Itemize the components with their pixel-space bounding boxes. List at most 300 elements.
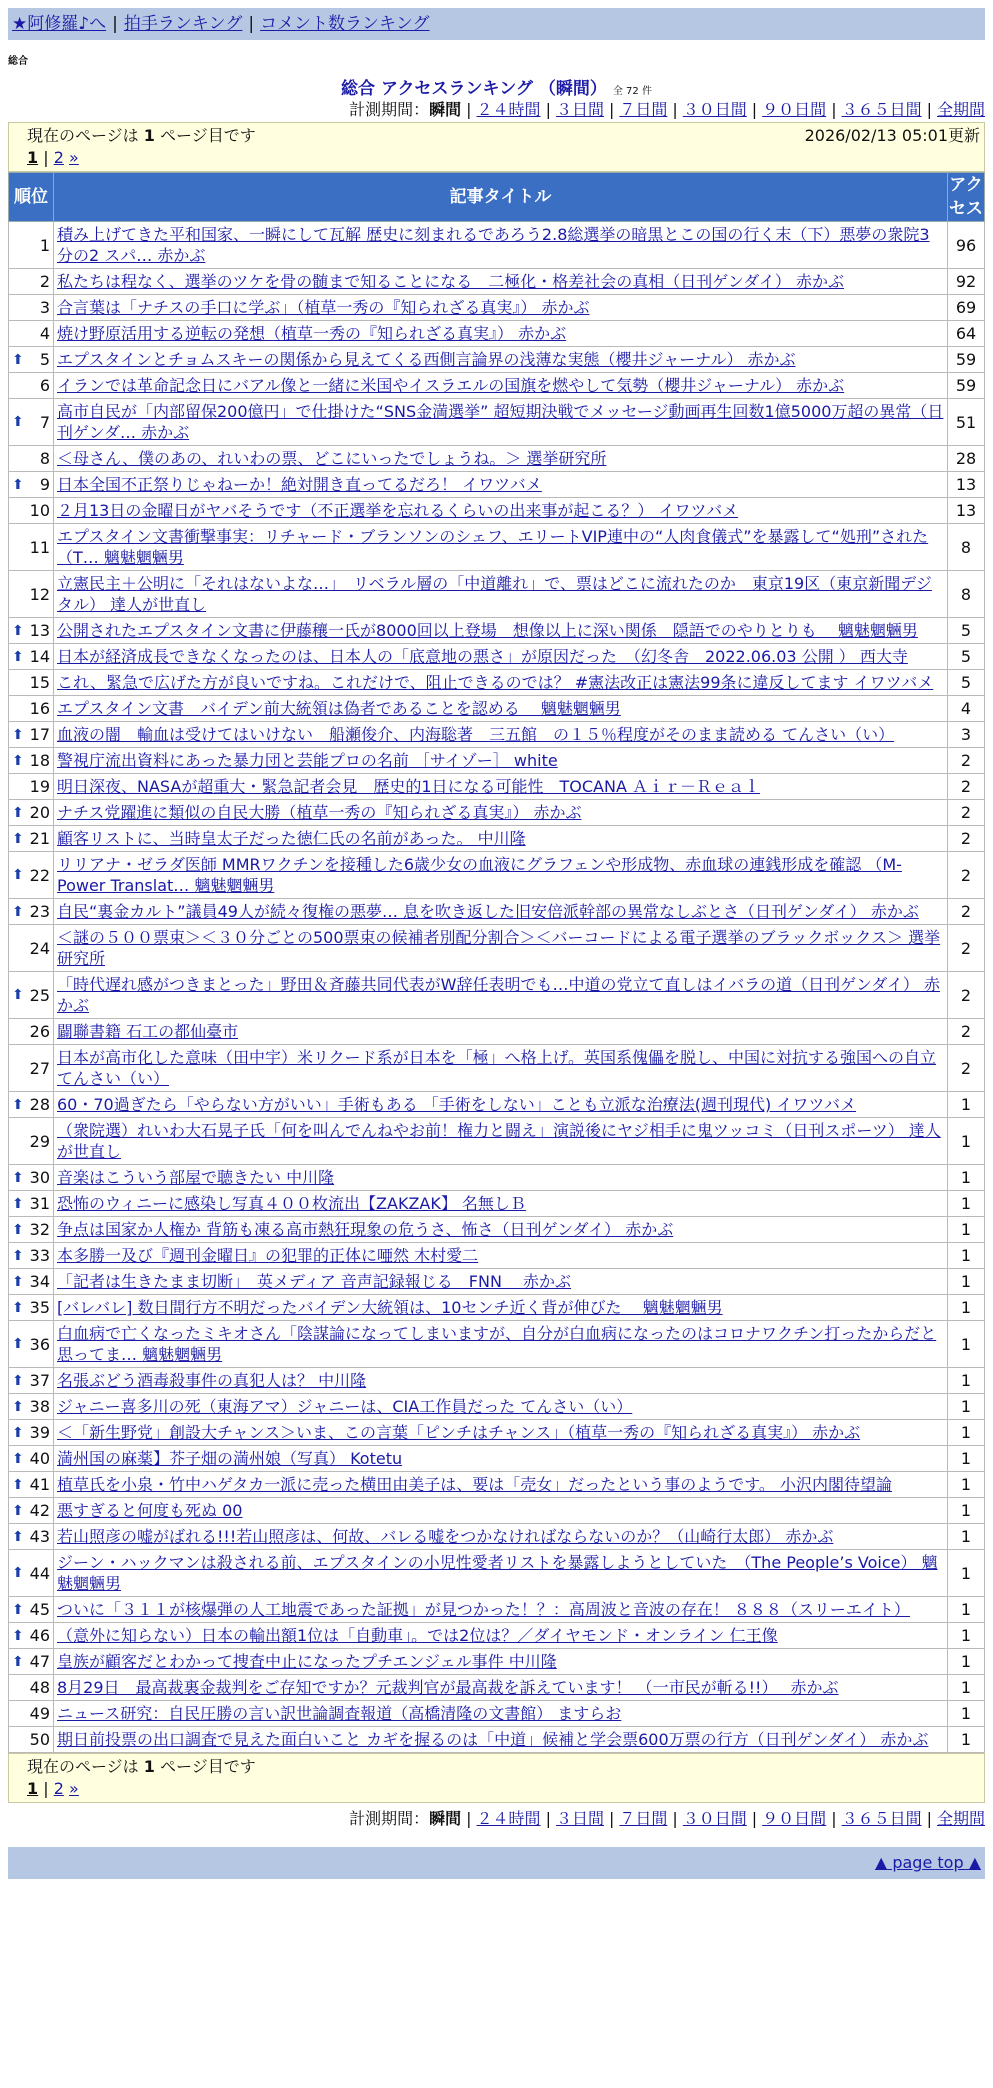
- title-cell: [54, 696, 948, 722]
- header-rank: 順位: [9, 173, 54, 222]
- access-count: 59: [948, 347, 985, 373]
- table-row: [9, 1269, 985, 1295]
- rank-cell: [9, 1295, 54, 1321]
- article-link[interactable]: これ、緊急で広げた方が良いですね。これだけで、阻止できるのでは？ #憲法改正は憲法99条に違反してます イワツバメ: [57, 673, 934, 692]
- rank-number: 17: [29, 725, 50, 744]
- table-row: [9, 1045, 985, 1092]
- rank-number: 34: [29, 1272, 50, 1291]
- article-link[interactable]: 「記者は生きたまま切断」 英メディア 音声記録報じる FNN 赤かぶ: [57, 1272, 572, 1291]
- rank-number: 18: [29, 751, 50, 770]
- article-link[interactable]: 積み上げてきた平和国家、一瞬にして瓦解 歴史に刻まれるであろう2.8総選挙の暗黒とこの国の行く末（下）悪夢の衆院3分の2 スパ… 赤かぶ: [57, 225, 930, 265]
- rank-cell: [9, 1165, 54, 1191]
- rank-number: 32: [29, 1220, 50, 1239]
- access-count: 8: [948, 524, 985, 571]
- page-title: [8, 74, 985, 99]
- access-count: 1: [948, 1394, 985, 1420]
- table-row: [9, 899, 985, 925]
- period-label: 計測期間：: [349, 100, 430, 119]
- rank-cell: [9, 1524, 54, 1550]
- rank-cell: [9, 1649, 54, 1675]
- rank-cell: [9, 1191, 54, 1217]
- access-count: 1: [948, 1550, 985, 1597]
- nav-applause-ranking-link[interactable]: 拍手ランキング: [123, 14, 243, 34]
- article-link[interactable]: ２月13日の金曜日がヤバそうです（不正選挙を忘れるくらいの出来事が起こる？） イワツバメ: [57, 501, 739, 520]
- rank-cell: [9, 1368, 54, 1394]
- table-row: [9, 1165, 985, 1191]
- rank-number: 8: [39, 449, 50, 468]
- rank-number: 10: [29, 501, 50, 520]
- period-selector-bottom: 計測期間：瞬間 | ２４時間 | ３日間 | ７日間 | ３０日間 | ９０日間 | ３６５日間 | 全期間: [349, 1809, 985, 1828]
- access-count: 4: [948, 696, 985, 722]
- table-row: [9, 774, 985, 800]
- article-link[interactable]: ＜謎の５００票束＞＜３０分ごとの500票束の候補者別配分割合＞＜バーコードによる電子選挙のブラックボックス＞ 選挙研究所: [57, 928, 941, 968]
- rank-number: 1: [39, 235, 50, 255]
- rank-up-arrow-icon: ⬆: [12, 830, 24, 847]
- table-row: [9, 800, 985, 826]
- table-row: [9, 1243, 985, 1269]
- period-3d-link[interactable]: ３日間: [555, 100, 604, 119]
- rank-number: 25: [29, 985, 50, 1005]
- table-row: [9, 925, 985, 972]
- table-row: [9, 373, 985, 399]
- article-link[interactable]: 焼け野原活用する逆転の発想（植草一秀の『知られざる真実』） 赤かぶ: [57, 324, 567, 343]
- title-cell: [54, 1727, 948, 1753]
- rank-number: 24: [29, 938, 50, 958]
- access-count: 1: [948, 1524, 985, 1550]
- title-cell: [54, 1295, 948, 1321]
- article-link[interactable]: ついに「３１１が核爆弾の人工地震であった証拠」が見つかった！？：高周波と音波の存在！ ８８８（スリーエイト）: [57, 1600, 910, 1619]
- rank-up-arrow-icon: ⬆: [12, 1299, 24, 1316]
- access-count: 64: [948, 321, 985, 347]
- article-link[interactable]: 名張ぶどう酒毒殺事件の真犯人は？ 中川隆: [57, 1371, 367, 1390]
- article-link[interactable]: 悪すぎると何度も死ぬ 00: [57, 1501, 243, 1520]
- footer-bar: [8, 1847, 985, 1879]
- rank-cell: [9, 399, 54, 446]
- table-row: [9, 1368, 985, 1394]
- period-selector: 計測期間：瞬間 | ２４時間 | ３日間 | ７日間 | ３０日間 | ９０日間 | ３６５日間 | 全期間: [349, 100, 985, 119]
- article-link[interactable]: [バレバレ] 数日間行方不明だったバイデン大統領は、10センチ近く背が伸びた 魑魅魍魎男: [57, 1298, 723, 1317]
- rank-number: 16: [29, 699, 50, 718]
- period-7d-link[interactable]: ７日間: [619, 1809, 668, 1828]
- table-row: [9, 1597, 985, 1623]
- rank-cell: [9, 498, 54, 524]
- rank-number: 3: [39, 298, 50, 317]
- article-link[interactable]: 満州国の麻薬】芥子畑の満州娘（写真） Kotetu: [57, 1449, 403, 1468]
- rank-number: 28: [29, 1095, 50, 1114]
- article-link[interactable]: 本多勝一及び『週刊金曜日』の犯罪的正体に唖然 木村愛二: [57, 1246, 479, 1265]
- rank-cell: [9, 800, 54, 826]
- table-row: [9, 644, 985, 670]
- article-link[interactable]: 警視庁流出資料にあった暴力団と芸能プロの名前 ［サイゾー］ white: [57, 751, 558, 770]
- page-next-link[interactable]: »: [69, 148, 79, 167]
- table-row: [9, 1420, 985, 1446]
- rank-cell: [9, 269, 54, 295]
- title-cell: [54, 373, 948, 399]
- period-365d-link[interactable]: ３６５日間: [841, 1809, 922, 1828]
- page-top-link[interactable]: ▲ page top ▲: [874, 1853, 981, 1872]
- header-title: 記事タイトル: [54, 173, 948, 222]
- period-30d-link[interactable]: ３０日間: [682, 1809, 747, 1828]
- article-link[interactable]: 立憲民主＋公明に「それはないよな…」 リベラル層の「中道離れ」で、票はどこに流れたのか 東京19区（東京新聞デジタル） 達人が世直し: [57, 574, 932, 614]
- article-link[interactable]: 合言葉は「ナチスの手口に学ぶ」（植草一秀の『知られざる真実』） 赤かぶ: [57, 298, 590, 317]
- rank-cell: [9, 722, 54, 748]
- table-row: [9, 1295, 985, 1321]
- article-link[interactable]: ジーン・ハックマンは殺される前、エプスタインの小児性愛者リストを暴露しようとしていた （The People’s Voice） 魑魅魍魎男: [57, 1553, 938, 1593]
- title-cell: [54, 571, 948, 618]
- rank-up-arrow-icon: ⬆: [12, 987, 24, 1003]
- access-count: 2: [948, 748, 985, 774]
- article-link[interactable]: 若山照彦の嘘がばれる!!!若山照彦は、何故、バレる嘘をつかなければならないのか？（山崎行太郎） 赤かぶ: [57, 1527, 834, 1546]
- nav-separator: |: [112, 14, 118, 34]
- article-link[interactable]: 60・70過ぎたら「やらない方がいい」手術もある 「手術をしない」ことも立派な治療法(週刊現代) イワツバメ: [57, 1095, 857, 1114]
- rank-up-arrow-icon: ⬆: [12, 1336, 24, 1352]
- article-link[interactable]: 音楽はこういう部屋で聴きたい 中川隆: [57, 1168, 335, 1187]
- rank-up-arrow-icon: ⬆: [12, 1372, 24, 1389]
- article-link[interactable]: 明日深夜、NASAが超重大・緊急記者会見 歴史的1日になる可能性 TOCANA Ａｉｒ－Ｒｅａｌ: [57, 777, 760, 796]
- table-row: [9, 1701, 985, 1727]
- table-row: [9, 1321, 985, 1368]
- rank-number: 47: [29, 1652, 50, 1671]
- table-row: [9, 1118, 985, 1165]
- section-label: 総合: [8, 56, 28, 67]
- period-30d-link[interactable]: ３０日間: [682, 100, 747, 119]
- table-row: [9, 826, 985, 852]
- rank-cell: [9, 1321, 54, 1368]
- table-row: [9, 1550, 985, 1597]
- access-count: 2: [948, 899, 985, 925]
- page-current: 1: [27, 148, 39, 167]
- rank-number: 5: [39, 350, 50, 369]
- rank-number: 36: [29, 1334, 50, 1354]
- page-next-link[interactable]: »: [69, 1779, 79, 1798]
- article-link[interactable]: 日本が経済成長できなくなったのは、日本人の「底意地の悪さ」が原因だった （幻冬舎 2022.06.03 公開 ） 西大寺: [57, 647, 908, 666]
- rank-cell: [9, 748, 54, 774]
- rank-up-arrow-icon: ⬆: [12, 648, 24, 665]
- rank-number: 4: [39, 324, 50, 343]
- rank-up-arrow-icon: ⬆: [12, 1398, 24, 1415]
- rank-cell: [9, 1446, 54, 1472]
- table-row: [9, 722, 985, 748]
- access-count: 13: [948, 498, 985, 524]
- rank-up-arrow-icon: ⬆: [12, 622, 24, 639]
- table-row: [9, 399, 985, 446]
- period-24h-link[interactable]: ２４時間: [476, 100, 541, 119]
- table-row: [9, 670, 985, 696]
- table-row: [9, 852, 985, 899]
- article-link[interactable]: 白血病で亡くなったミキオさん「陰謀論になってしまいますが、自分が白血病になったのはコロナワクチン打ったからだと思ってま… 魑魅魍魎男: [57, 1324, 937, 1364]
- nav-home-link[interactable]: ★阿修羅♪へ: [12, 14, 107, 34]
- article-link[interactable]: 自民“裏金カルト”議員49人が続々復権の悪夢… 息を吹き返した旧安倍派幹部の異常なしぶとさ（日刊ゲンダイ） 赤かぶ: [57, 902, 919, 921]
- rank-number: 33: [29, 1246, 50, 1265]
- rank-cell: [9, 1045, 54, 1092]
- article-link[interactable]: （意外に知らない）日本の輸出額1位は「自動車」。では2位は？／ダイヤモンド・オンライン 仁王像: [57, 1626, 778, 1645]
- article-link[interactable]: イランでは革命記念日にバアル像と一緒に米国やイスラエルの国旗を燃やして気勢（櫻井ジャーナル） 赤かぶ: [57, 376, 845, 395]
- table-row: [9, 1191, 985, 1217]
- rank-number: 21: [29, 829, 50, 848]
- title-cell: [54, 321, 948, 347]
- period-label: 計測期間：: [349, 1809, 430, 1828]
- title-cell: [54, 1217, 948, 1243]
- title-cell: [54, 1623, 948, 1649]
- table-row: [9, 972, 985, 1019]
- title-cell: [54, 972, 948, 1019]
- rank-number: 11: [29, 537, 50, 557]
- access-count: 1: [948, 1165, 985, 1191]
- rank-number: 35: [29, 1298, 50, 1317]
- nav-separator: |: [248, 14, 255, 34]
- rank-number: 15: [29, 673, 50, 692]
- article-link[interactable]: 皇族が顧客だとわかって捜査中止になったプチエンジェル事件 中川隆: [57, 1652, 557, 1671]
- rank-number: 30: [29, 1168, 50, 1187]
- top-nav: [8, 8, 985, 40]
- access-count: 1: [948, 1295, 985, 1321]
- rank-up-arrow-icon: ⬆: [12, 1273, 24, 1290]
- title-cell: [54, 722, 948, 748]
- rank-cell: [9, 1092, 54, 1118]
- article-link[interactable]: ＜母さん、僕のあの、れいわの票、どこにいったでしょうね。＞ 選挙研究所: [57, 449, 607, 468]
- title-cell: [54, 498, 948, 524]
- access-count: 1: [948, 1701, 985, 1727]
- table-row: [9, 1217, 985, 1243]
- rank-number: 14: [29, 647, 50, 666]
- title-cell: [54, 1675, 948, 1701]
- rank-cell: [9, 1420, 54, 1446]
- rank-cell: [9, 1472, 54, 1498]
- article-link[interactable]: 公開されたエプスタイン文書に伊藤穰一氏が8000回以上登場 想像以上に深い関係 隠語でのやりとりも 魑魅魍魎男: [57, 621, 918, 640]
- rank-number: 29: [29, 1131, 50, 1151]
- rank-cell: [9, 373, 54, 399]
- rank-cell: [9, 1243, 54, 1269]
- table-row: [9, 1649, 985, 1675]
- table-row: [9, 1019, 985, 1045]
- title-cell: [54, 925, 948, 972]
- rank-cell: [9, 472, 54, 498]
- table-row: [9, 1623, 985, 1649]
- rank-number: 50: [29, 1730, 50, 1749]
- rank-number: 49: [29, 1704, 50, 1723]
- article-link[interactable]: 日本が高市化した意味（田中宇）米リクード系が日本を「極」へ格上げ。英国系傀儡を脱し、中国に対抗する強国への自立 てんさい（い）: [57, 1048, 937, 1088]
- page-2-link[interactable]: 2: [53, 148, 64, 167]
- rank-number: 40: [29, 1449, 50, 1468]
- access-count: 1: [948, 1269, 985, 1295]
- title-cell: [54, 222, 948, 269]
- access-count: 1: [948, 1446, 985, 1472]
- rank-cell: [9, 446, 54, 472]
- article-link[interactable]: 争点は国家か人権か 背筋も凍る高市熱狂現象の危うさ、怖さ（日刊ゲンダイ） 赤かぶ: [57, 1220, 674, 1239]
- article-link[interactable]: 血液の闇 輸血は受けてはいけない 船瀬俊介、内海聡著 三五館 の１５％程度がそのまま読める てんさい（い）: [57, 725, 895, 744]
- rank-cell: [9, 696, 54, 722]
- article-link[interactable]: ナチス党躍進に類似の自民大勝（植草一秀の『知られざる真実』） 赤かぶ: [57, 803, 582, 822]
- article-link[interactable]: 顧客リストに、当時皇太子だった徳仁氏の名前があった。 中川隆: [57, 829, 526, 848]
- access-count: 1: [948, 1321, 985, 1368]
- article-link[interactable]: 私たちは程なく、選挙のツケを骨の髄まで知ることになる 二極化・格差社会の真相（日刊ゲンダイ） 赤かぶ: [57, 272, 845, 291]
- nav-comment-ranking-link[interactable]: コメント数ランキング: [260, 14, 430, 34]
- rank-cell: [9, 1019, 54, 1045]
- title-cell: [54, 1420, 948, 1446]
- table-row: [9, 446, 985, 472]
- article-link[interactable]: 「時代遅れ感がつきまとった」野田＆斉藤共同代表がW辞任表明でも…中道の党立て直しはイバラの道（日刊ゲンダイ） 赤かぶ: [57, 975, 940, 1015]
- rank-cell: [9, 1675, 54, 1701]
- title-cell: [54, 472, 948, 498]
- rank-up-arrow-icon: ⬆: [12, 1528, 24, 1545]
- article-link[interactable]: ＜「新生野党」創設大チャンス＞いま、この言葉「ピンチはチャンス」（植草一秀の『知られざる真実』） 赤かぶ: [57, 1423, 861, 1442]
- rank-number: 31: [29, 1194, 50, 1213]
- title-cell: [54, 1498, 948, 1524]
- access-count: 2: [948, 774, 985, 800]
- title-cell: [54, 774, 948, 800]
- rank-up-arrow-icon: ⬆: [12, 1169, 24, 1186]
- title-cell: [54, 347, 948, 373]
- rank-cell: [9, 852, 54, 899]
- period-all-link[interactable]: 全期間: [936, 100, 985, 119]
- title-cell: [54, 1368, 948, 1394]
- rank-cell: [9, 347, 54, 373]
- title-cell: [54, 644, 948, 670]
- ranking-title: 総合 アクセスランキング （瞬間）: [341, 79, 607, 99]
- rank-number: 9: [39, 475, 50, 494]
- table-row: [9, 1472, 985, 1498]
- access-count: 1: [948, 1243, 985, 1269]
- rank-number: 2: [39, 272, 50, 291]
- header-access: アクセス: [948, 173, 985, 222]
- access-count: 1: [948, 1597, 985, 1623]
- article-link[interactable]: ニュース研究：自民圧勝の言い訳世論調査報道（高橋清隆の文書館） ますらお: [57, 1704, 622, 1723]
- article-link[interactable]: 植草氏を小泉・竹中ハゲタカ一派に売った横田由美子は、要は「売女」だったという事のようです。 小沢内閣待望論: [57, 1475, 893, 1494]
- article-link[interactable]: 闢聯書籍 石工の都仙臺市: [57, 1022, 239, 1041]
- access-count: 2: [948, 1019, 985, 1045]
- article-link[interactable]: エプスタインとチョムスキーの関係から見えてくる西側言論界の浅薄な実態（櫻井ジャーナル） 赤かぶ: [57, 350, 796, 369]
- table-row: [9, 696, 985, 722]
- rank-number: 37: [29, 1371, 50, 1390]
- access-count: 1: [948, 1623, 985, 1649]
- rank-number: 22: [29, 865, 50, 885]
- table-row: [9, 347, 985, 373]
- table-row: [9, 269, 985, 295]
- title-cell: [54, 1649, 948, 1675]
- title-cell: [54, 269, 948, 295]
- access-count: 2: [948, 1045, 985, 1092]
- title-cell: [54, 852, 948, 899]
- table-row: [9, 618, 985, 644]
- title-cell: [54, 1321, 948, 1368]
- title-cell: [54, 618, 948, 644]
- article-link[interactable]: エプスタイン文書衝撃事実：リチャード・ブランソンのシェフ、エリートVIP連中の“人肉食儀式”を暴露して“処刑”された（T… 魑魅魍魎男: [57, 527, 929, 567]
- access-count: 1: [948, 1498, 985, 1524]
- period-24h-link[interactable]: ２４時間: [476, 1809, 541, 1828]
- period-3d-link[interactable]: ３日間: [555, 1809, 604, 1828]
- rank-number: 41: [29, 1475, 50, 1494]
- pager-bottom: 現在のページは 1 ページ目です 1 | 2 »: [8, 1753, 985, 1803]
- table-row: [9, 321, 985, 347]
- article-link[interactable]: （衆院選）れいわ大石晃子氏「何を叫んでんねやお前！権力と闘え」演説後にヤジ相手に鬼ツッコミ（日刊スポーツ） 達人が世直し: [57, 1121, 941, 1161]
- rank-up-arrow-icon: ⬆: [12, 1247, 24, 1264]
- period-all-link[interactable]: 全期間: [936, 1809, 985, 1828]
- table-row: [9, 524, 985, 571]
- title-cell: [54, 1019, 948, 1045]
- period-7d-link[interactable]: ７日間: [619, 100, 668, 119]
- article-link[interactable]: ジャニー喜多川の死（東海アマ）ジャニーは、CIA工作員だった てんさい（い）: [57, 1397, 633, 1416]
- rank-up-arrow-icon: ⬆: [12, 752, 24, 769]
- rank-number: 43: [29, 1527, 50, 1546]
- access-count: 1: [948, 1675, 985, 1701]
- access-count: 28: [948, 446, 985, 472]
- access-count: 1: [948, 1649, 985, 1675]
- rank-cell: [9, 899, 54, 925]
- title-cell: [54, 1597, 948, 1623]
- access-count: 51: [948, 399, 985, 446]
- access-count: 2: [948, 925, 985, 972]
- article-link[interactable]: 高市自民が「内部留保200億円」で仕掛けた“SNS金満選挙” 超短期決戦でメッセージ動画再生回数1億5000万超の異常（日刊ゲンダ… 赤かぶ: [57, 402, 944, 442]
- rank-cell: [9, 1118, 54, 1165]
- rank-up-arrow-icon: ⬆: [12, 804, 24, 821]
- rank-up-arrow-icon: ⬆: [12, 1502, 24, 1519]
- table-row: [9, 1092, 985, 1118]
- rank-cell: [9, 1727, 54, 1753]
- title-cell: [54, 899, 948, 925]
- table-row: [9, 1727, 985, 1753]
- title-cell: [54, 524, 948, 571]
- page-2-link[interactable]: 2: [53, 1779, 64, 1798]
- period-90d-link[interactable]: ９０日間: [762, 100, 827, 119]
- period-90d-link[interactable]: ９０日間: [762, 1809, 827, 1828]
- rank-up-arrow-icon: ⬆: [12, 1424, 24, 1441]
- rank-cell: [9, 972, 54, 1019]
- total-count: 全 72 件: [612, 86, 652, 97]
- rank-up-arrow-icon: ⬆: [12, 1565, 24, 1581]
- article-link[interactable]: 日本全国不正祭りじゃねーか！絶対開き直ってるだろ！ イワツバメ: [57, 475, 542, 494]
- title-cell: [54, 1394, 948, 1420]
- article-link[interactable]: 8月29日 最高裁裏金裁判をご存知ですか？元裁判官が最高裁を訴えています！ （一市民が斬る!!） 赤かぶ: [57, 1678, 839, 1697]
- rank-cell: [9, 1597, 54, 1623]
- period-365d-link[interactable]: ３６５日間: [841, 100, 922, 119]
- pager-top: 現在のページは 1 ページ目です 2026/02/13 05:01更新 1 | 2 »: [8, 122, 985, 172]
- table-row: [9, 1446, 985, 1472]
- article-link[interactable]: エプスタイン文書 バイデン前大統領は偽者であることを認める 魑魅魍魎男: [57, 699, 621, 718]
- access-count: 5: [948, 670, 985, 696]
- rank-number: 6: [39, 376, 50, 395]
- rank-up-arrow-icon: ⬆: [12, 1450, 24, 1467]
- title-cell: [54, 1472, 948, 1498]
- title-cell: [54, 446, 948, 472]
- rank-cell: [9, 1498, 54, 1524]
- table-row: [9, 1394, 985, 1420]
- title-cell: [54, 826, 948, 852]
- title-cell: [54, 748, 948, 774]
- rank-cell: [9, 1623, 54, 1649]
- rank-up-arrow-icon: ⬆: [12, 351, 24, 368]
- page-status: 現在のページは 1 ページ目です: [27, 126, 256, 145]
- ranking-table: [8, 172, 985, 1753]
- access-count: 2: [948, 800, 985, 826]
- title-cell: [54, 800, 948, 826]
- table-row: [9, 1524, 985, 1550]
- article-link[interactable]: 期日前投票の出口調査で見えた面白いこと カギを握るのは「中道」候補と学会票600万票の行方（日刊ゲンダイ） 赤かぶ: [57, 1730, 929, 1749]
- access-count: 92: [948, 269, 985, 295]
- title-cell: [54, 295, 948, 321]
- access-count: 1: [948, 1368, 985, 1394]
- article-link[interactable]: リリアナ・ゼラダ医師 MMRワクチンを接種した6歳少女の血液にグラフェンや形成物、赤血球の連銭形成を確認 （M-Power Translat… 魑魅魍魎男: [57, 855, 902, 895]
- access-count: 59: [948, 373, 985, 399]
- title-cell: [54, 1446, 948, 1472]
- rank-cell: [9, 774, 54, 800]
- access-count: 1: [948, 1472, 985, 1498]
- access-count: 2: [948, 826, 985, 852]
- title-cell: [54, 1550, 948, 1597]
- title-cell: [54, 1092, 948, 1118]
- table-row: [9, 1498, 985, 1524]
- article-link[interactable]: 恐怖のウィニーに感染し写真４００枚流出【ZAKZAK】 名無しＢ: [57, 1194, 526, 1213]
- rank-number: 26: [29, 1022, 50, 1041]
